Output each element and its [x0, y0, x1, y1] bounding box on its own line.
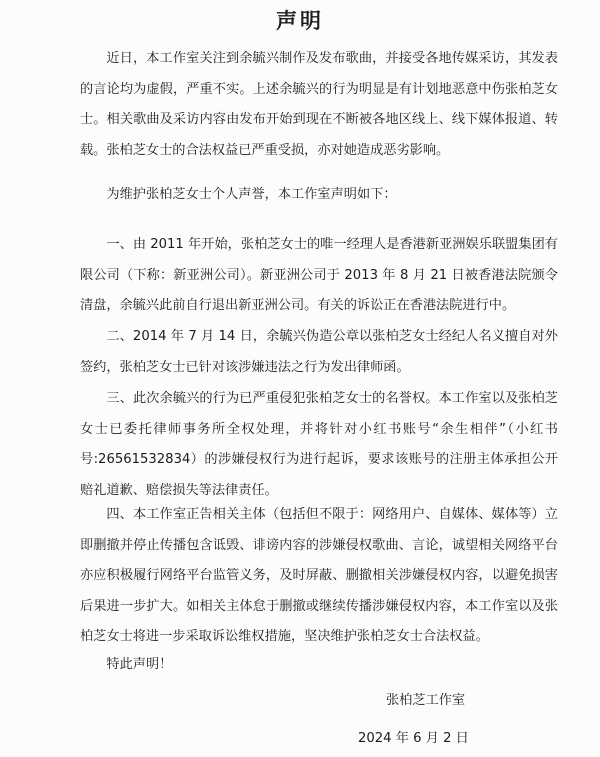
clause-three-paragraph: 三、此次余毓兴的行为已严重侵犯张柏芝女士的名誉权。本工作室以及张柏芝女士已委托律师事务所全权处理，并将针对小红书账号“余生相伴”（小红书号:26561532834）的涉嫌侵权行为进行起诉，要求该账号的注册主体承担公开赔礼道歉、赔偿损失等法律责任。	[80, 391, 558, 498]
declaration-lead-paragraph: 为维护张柏芝女士个人声誉，本工作室声明如下：	[106, 187, 397, 202]
closing-paragraph: 特此声明！	[106, 657, 173, 672]
statement-date: 2024 年 6 月 2 日	[358, 731, 469, 746]
signature: 张柏芝工作室	[386, 693, 466, 708]
clause-four-paragraph: 四、本工作室正告相关主体（包括但不限于：网络用户、自媒体、媒体等）立即删撤并停止传播包含诋毁、诽谤内容的涉嫌侵权歌曲、言论，诚望相关网络平台亦应积极履行网络平台监管义务，及时屏蔽、删撤相关涉嫌侵权内容，以避免损害后果进一步扩大。如相关主体怠于删撤或继续传播涉嫌侵权内容，本工作室以及张柏芝女士将进一步采取诉讼维权措施，坚决维护张柏芝女士合法权益。	[80, 507, 558, 644]
document-title: 声明	[276, 9, 324, 33]
clause-one-paragraph: 一、由 2011 年开始，张柏芝女士的唯一经理人是香港新亚洲娱乐联盟集团有限公司（下称：新亚洲公司）。新亚洲公司于 2013 年 8 月 21 日被香港法院颁令清盘，余毓兴此前自行退出新亚洲公司。有关的诉讼正在香港法院进行中。	[80, 237, 558, 313]
intro-paragraph: 近日，本工作室关注到余毓兴制作及发布歌曲，并接受各地传媒采访，其发表的言论均为虚假，严重不实。上述余毓兴的行为明显是有计划地恶意中伤张柏芝女士。相关歌曲及采访内容由发布开始到现在不断被各地区线上、线下媒体报道、转载。张柏芝女士的合法权益已严重受损，亦对她造成恶劣影响。	[80, 51, 558, 158]
clause-two-paragraph: 二、2014 年 7 月 14 日，余毓兴伪造公章以张柏芝女士经纪人名义擅自对外签约，张柏芝女士已针对该涉嫌违法之行为发出律师函。	[80, 329, 558, 375]
